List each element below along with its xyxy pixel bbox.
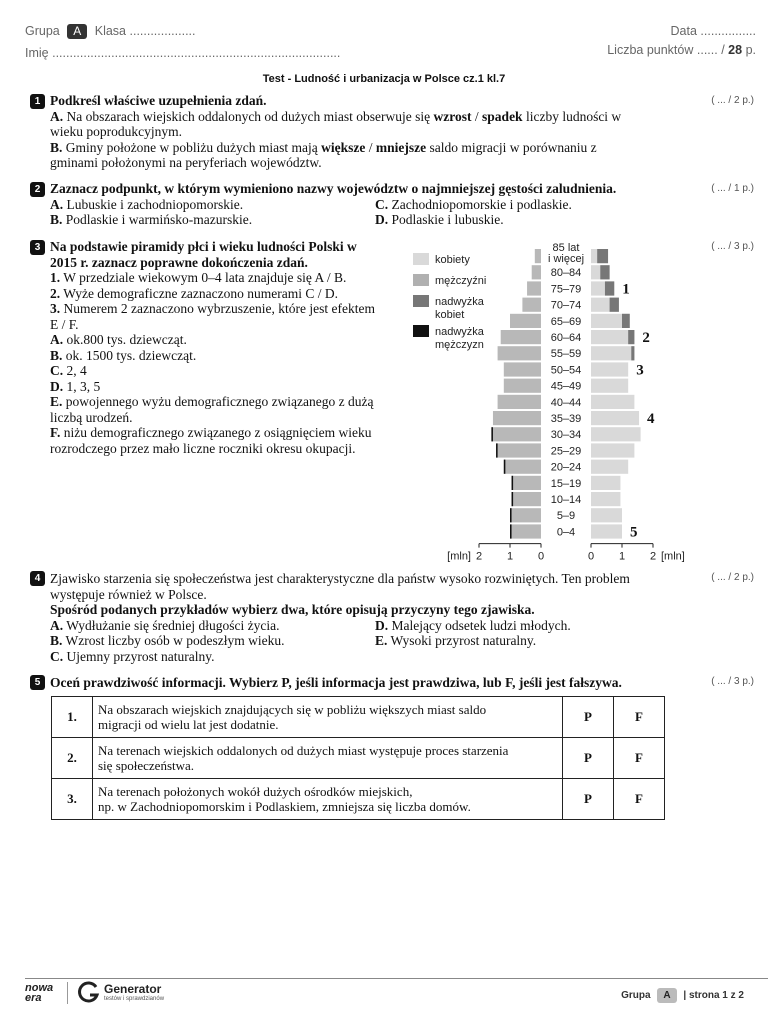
age-label: 50–54 bbox=[550, 364, 582, 377]
generator-subtitle: testów i sprawdzianów bbox=[104, 996, 165, 1002]
bar-men-surplus bbox=[504, 460, 506, 474]
table-row: 2. Na terenach wiejskich oddalonych od dużych miast występuje proces starzenia się społeczeństwa. P F bbox=[52, 738, 665, 779]
answer-f-2[interactable]: F bbox=[614, 738, 665, 779]
footer-divider bbox=[25, 978, 768, 979]
legend-swatch bbox=[413, 325, 429, 337]
pyramid-marker-4: 4 bbox=[647, 411, 655, 427]
q3-option-e[interactable]: E. powojennego wyżu demograficznego związanego z dużą bbox=[50, 394, 374, 409]
bar-men bbox=[522, 298, 541, 312]
question-4-heading: Spośród podanych przykładów wybierz dwa, które opisują przyczyny tego zjawiska. bbox=[50, 602, 535, 617]
name-dots: ................................................................................... bbox=[52, 46, 341, 60]
q3-option-a[interactable]: A. ok.800 tys. dziewcząt. bbox=[50, 332, 187, 347]
question-4: Zjawisko starzenia się społeczeństwa jest charakterystyczne dla państw wysoko rozwiniętych. Ten problem występuje również w Polsce. Spośród podanych przykładów wybierz dwa, które opisują przyczyny tego zjawiska. A. Wydłużanie się średniej długości życia. B. Wzrost liczby osób w podeszłym wieku. C. Ujemny przyrost naturalny. D. Malejący odsetek ludzi młodych. E. Wysoki przyrost naturalny. bbox=[50, 571, 690, 665]
date-line bbox=[671, 24, 756, 38]
class-dots: ................... bbox=[129, 24, 196, 38]
logo-divider bbox=[67, 982, 68, 1004]
question-2-points: ( ... / 1 p.) bbox=[711, 183, 754, 194]
question-3-number: 3 bbox=[30, 240, 45, 255]
bar-women-surplus bbox=[600, 265, 609, 279]
points-label: Liczba punktów bbox=[607, 43, 694, 57]
axis-tick-label: 1 bbox=[618, 550, 626, 563]
true-false-table bbox=[51, 696, 665, 820]
bar-women bbox=[591, 330, 634, 344]
pyramid-marker-2: 2 bbox=[642, 330, 650, 346]
option-mniejsze[interactable]: mniejsze bbox=[375, 139, 427, 155]
bar-men bbox=[498, 395, 541, 409]
legend-swatch bbox=[413, 274, 429, 286]
q2-option-a[interactable]: A. Lubuskie i zachodniopomorskie. bbox=[50, 196, 244, 212]
question-1-sentence-b: B. Gminy położone w pobliżu dużych miast mają większe / mniejsze saldo migracji w porównaniu z bbox=[50, 139, 597, 155]
age-label: 80–84 bbox=[550, 267, 582, 280]
age-label: 20–24 bbox=[550, 461, 582, 474]
bar-men bbox=[498, 346, 541, 360]
legend-label: kobiety bbox=[435, 254, 470, 266]
group-label: Grupa bbox=[25, 24, 60, 38]
bar-women-surplus bbox=[597, 249, 608, 263]
date-label: Data bbox=[670, 24, 697, 38]
answer-p-2[interactable]: P bbox=[563, 738, 614, 779]
bar-men bbox=[504, 362, 541, 376]
chart-legend bbox=[413, 253, 486, 351]
axis-tick-label: 0 bbox=[587, 550, 595, 563]
age-label: 65–69 bbox=[550, 315, 582, 328]
bar-women bbox=[591, 492, 620, 506]
question-2-heading: Zaznacz podpunkt, w którym wymieniono nazwy województw o najmniejszej gęstości zaludnienia. bbox=[50, 181, 617, 196]
age-label: 75–79 bbox=[550, 283, 582, 296]
q3-statement-3: 3. Numerem 2 zaznaczono wybrzuszenie, które jest efektem bbox=[50, 301, 375, 316]
table-row: 3. Na terenach położonych wokół dużych ośrodków miejskich, np. w Zachodniopomorskim i Podlaskiem, zmniejsza się liczba domów. P F bbox=[52, 779, 665, 820]
axis-unit-left: [mln] bbox=[447, 550, 471, 563]
legend-label: mężczyzn bbox=[435, 339, 484, 351]
q3-statement-2: 2. Wyże demograficzne zaznaczono numerami C / D. bbox=[50, 285, 338, 301]
question-3-heading-1: Na podstawie piramidy płci i wieku ludności Polski w bbox=[50, 239, 357, 254]
page-number: | strona 1 z 2 bbox=[683, 990, 744, 1001]
legend-label: mężczyźni bbox=[435, 275, 487, 287]
age-group-labels bbox=[548, 242, 584, 538]
generator-g-icon bbox=[77, 981, 101, 1005]
bar-women-surplus bbox=[631, 346, 634, 360]
answer-f-1[interactable]: F bbox=[614, 697, 665, 738]
q3-option-b[interactable]: B. ok. 1500 tys. dziewcząt. bbox=[50, 347, 197, 363]
question-4-number: 4 bbox=[30, 571, 45, 586]
points-sep: / bbox=[721, 43, 725, 57]
question-3: Na podstawie piramidy płci i wieku ludności Polski w 2015 r. zaznacz poprawne dokończenia zdań. 1. W przedziale wiekowym 0–4 lata znajduje się A / B. 2. Wyże demograficzne zaznaczono numerami C / D. 3. Numerem 2 zaznaczono wybrzuszenie, które jest efektem E / F. A. ok.800 tys. dziewcząt. B. ok. 1500 tys. dziewcząt. C. 2, 4 D. 1, 3, 5 E. powojennego wyżu demograficznego związanego z dużą liczbą urodzeń. F. niżu demograficznego związanego z osiągnięciem wieku rozrodczego przez mało liczne roczniki okresu okupacji. bbox=[50, 239, 405, 456]
bar-men bbox=[491, 427, 541, 441]
option-spadek[interactable]: spadek bbox=[482, 108, 523, 124]
bar-women bbox=[591, 346, 634, 360]
answer-f-3[interactable]: F bbox=[614, 779, 665, 820]
bar-men-surplus bbox=[491, 427, 493, 441]
points-dots: ...... bbox=[696, 43, 718, 57]
bar-women-surplus bbox=[622, 314, 630, 328]
q2-option-d[interactable]: D. Podlaskie i lubuskie. bbox=[375, 212, 504, 227]
age-label: 0–4 bbox=[556, 526, 576, 539]
bar-women bbox=[591, 443, 634, 457]
footer-page-info: Grupa A | strona 1 z 2 bbox=[621, 990, 744, 1001]
q2-option-b[interactable]: B. Podlaskie i warmińsko-mazurskie. bbox=[50, 212, 253, 227]
group-badge: A bbox=[67, 24, 87, 39]
bar-women-surplus bbox=[628, 330, 634, 344]
legend-label: nadwyżka bbox=[435, 326, 484, 338]
age-label-top-1: 85 lat bbox=[552, 242, 580, 254]
page-title: Test - Ludność i urbanizacja w Polsce cz.1 kl.7 bbox=[262, 73, 506, 85]
question-1-heading: Podkreśl właściwe uzupełnienia zdań. bbox=[50, 93, 267, 108]
legend-swatch bbox=[413, 253, 429, 265]
group-line bbox=[25, 24, 196, 39]
legend-swatch bbox=[413, 295, 429, 307]
age-label: 55–59 bbox=[550, 348, 582, 361]
bar-men bbox=[510, 508, 541, 522]
age-label: 10–14 bbox=[550, 494, 582, 506]
q3-option-d[interactable]: D. 1, 3, 5 bbox=[50, 378, 101, 394]
bar-women bbox=[591, 508, 622, 522]
question-1-points: ( ... / 2 p.) bbox=[711, 95, 754, 106]
bar-women-surplus bbox=[605, 281, 614, 295]
generator-logo bbox=[77, 981, 101, 1010]
legend-label: kobiet bbox=[435, 309, 465, 321]
bar-men bbox=[504, 460, 541, 474]
bar-men bbox=[527, 281, 541, 295]
axis-tick-label: 2 bbox=[475, 550, 483, 563]
bar-men-surplus bbox=[512, 492, 514, 506]
axis-tick-label: 1 bbox=[506, 550, 514, 563]
axis-tick-label: 2 bbox=[649, 550, 657, 563]
name-line bbox=[25, 46, 340, 60]
question-2-number: 2 bbox=[30, 182, 45, 197]
question-1-sentence-a: A. Na obszarach wiejskich oddalonych od dużych miast obserwuje się wzrost / spadek liczby ludności w bbox=[50, 108, 622, 124]
q4-option-c[interactable]: C. Ujemny przyrost naturalny. bbox=[50, 648, 215, 664]
x-axis bbox=[447, 544, 685, 563]
pyramid-marker-5: 5 bbox=[630, 524, 638, 541]
bar-men-surplus bbox=[510, 524, 512, 538]
bar-men bbox=[496, 443, 541, 457]
bar-men bbox=[510, 524, 541, 538]
age-label: 40–44 bbox=[550, 396, 582, 409]
answer-p-1[interactable]: P bbox=[563, 697, 614, 738]
bar-men-surplus bbox=[510, 508, 512, 522]
pyramid-marker-3: 3 bbox=[636, 362, 644, 379]
bar-men bbox=[512, 476, 541, 490]
bar-women bbox=[591, 476, 620, 490]
bar-women bbox=[591, 362, 628, 376]
question-5-heading: Oceń prawdziwość informacji. Wybierz P, jeśli informacja jest prawdziwa, lub F, jeśli jest fałszywa. bbox=[50, 675, 622, 690]
question-5-points: ( ... / 3 p.) bbox=[711, 676, 754, 687]
pyramid-marker-1: 1 bbox=[622, 281, 630, 298]
points-line bbox=[607, 43, 756, 57]
answer-p-3[interactable]: P bbox=[563, 779, 614, 820]
generator-title: Generator bbox=[104, 982, 162, 996]
bar-men-surplus bbox=[512, 476, 514, 490]
name-label: Imię bbox=[25, 46, 49, 60]
bar-women bbox=[591, 379, 628, 393]
bar-men bbox=[504, 379, 541, 393]
question-3-heading-2: 2015 r. zaznacz poprawne dokończenia zdań. bbox=[50, 254, 308, 270]
class-label: Klasa bbox=[94, 24, 127, 38]
age-label: 25–29 bbox=[550, 445, 582, 458]
points-total: 28 bbox=[728, 43, 743, 57]
points-unit: p. bbox=[745, 43, 756, 57]
q3-option-f[interactable]: F. niżu demograficznego związanego z osiągnięciem wieku bbox=[50, 425, 372, 440]
bar-women-surplus bbox=[610, 298, 619, 312]
bar-men bbox=[501, 330, 541, 344]
bar-men bbox=[510, 314, 541, 328]
nowa-era-logo: nowa era bbox=[25, 982, 54, 1004]
date-dots: ................ bbox=[700, 24, 756, 38]
age-label: 45–49 bbox=[550, 380, 582, 393]
footer-group-badge: A bbox=[657, 988, 676, 1003]
question-2 bbox=[50, 181, 690, 228]
q3-option-c[interactable]: C. 2, 4 bbox=[50, 363, 87, 378]
option-wieksze[interactable]: większe bbox=[321, 139, 366, 155]
bar-women bbox=[591, 395, 634, 409]
q4-option-e[interactable]: E. Wysoki przyrost naturalny. bbox=[375, 633, 537, 648]
bar-men-surplus bbox=[496, 443, 498, 457]
age-label: 5–9 bbox=[556, 510, 576, 523]
q2-option-c[interactable]: C. Zachodniopomorskie i podlaskie. bbox=[375, 196, 572, 212]
age-label: 70–74 bbox=[550, 299, 582, 312]
question-1-number: 1 bbox=[30, 94, 45, 109]
bar-men bbox=[535, 249, 541, 263]
bar-men bbox=[532, 265, 541, 279]
bar-women bbox=[591, 524, 622, 538]
population-pyramid-chart bbox=[408, 238, 698, 568]
q4-option-b[interactable]: B. Wzrost liczby osób w podeszłym wieku. bbox=[50, 633, 285, 648]
table-row: 1. Na obszarach wiejskich znajdujących się w pobliżu większych miast saldo migracji od wielu lat jest dodatnie. P F bbox=[52, 697, 665, 738]
age-label-top-2: i więcej bbox=[547, 253, 585, 265]
bar-men bbox=[512, 492, 541, 506]
axis-unit-right: [mln] bbox=[661, 550, 685, 563]
q4-option-d[interactable]: D. Malejący odsetek ludzi młodych. bbox=[375, 617, 571, 633]
age-label: 60–64 bbox=[550, 332, 582, 344]
q3-statement-1: 1. W przedziale wiekowym 0–4 lata znajduje się A / B. bbox=[50, 270, 347, 285]
bar-men bbox=[493, 411, 541, 425]
question-5-number: 5 bbox=[30, 675, 45, 690]
bar-women bbox=[591, 411, 639, 425]
question-1: Podkreśl właściwe uzupełnienia zdań. A. Na obszarach wiejskich oddalonych od dużych miast obserwuje się wzrost / spadek liczby ludności w wieku poprodukcyjnym. B. Gminy położone w pobliżu dużych miast mają większe / mniejsze saldo migracji w porównaniu z gminami położonymi na peryferiach województw. bbox=[50, 93, 680, 171]
bar-women bbox=[591, 427, 641, 441]
age-label: 35–39 bbox=[550, 413, 582, 425]
option-wzrost[interactable]: wzrost bbox=[433, 108, 472, 124]
q4-option-a[interactable]: A. Wydłużanie się średniej długości życia. bbox=[50, 617, 280, 633]
age-label: 15–19 bbox=[550, 477, 582, 490]
bar-women bbox=[591, 460, 628, 474]
question-4-points: ( ... / 2 p.) bbox=[711, 572, 754, 583]
axis-tick-label: 0 bbox=[537, 550, 545, 563]
question-3-points: ( ... / 3 p.) bbox=[711, 241, 754, 252]
age-label: 30–34 bbox=[550, 429, 582, 442]
legend-label: nadwyżka bbox=[435, 296, 484, 308]
